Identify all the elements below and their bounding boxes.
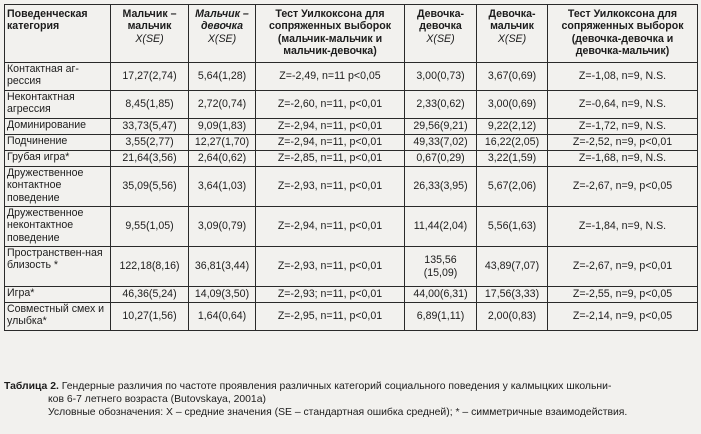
wilcoxon-girls-cell: Z=-1,08, n=9, N.S. xyxy=(548,63,698,91)
table-row xyxy=(5,207,698,247)
caption-text-continued: ков 6-7 летнего возраста (Butovskaya, 2001a) xyxy=(48,394,266,405)
girl-boy-cell: 5,67(2,06) xyxy=(477,167,548,207)
girl-girl-cell: 29,56(9,21) xyxy=(405,119,477,135)
girl-girl-cell: 6,89(1,11) xyxy=(405,303,477,331)
boy-girl-cell: 2,72(0,74) xyxy=(189,91,256,119)
category-cell: Доминирование xyxy=(5,119,111,135)
boy-boy-cell: 8,45(1,85) xyxy=(111,91,189,119)
girl-boy-cell: 3,67(0,69) xyxy=(477,63,548,91)
girl-girl-cell: 135,56 (15,09) xyxy=(405,247,477,287)
category-cell: Подчинение xyxy=(5,135,111,151)
category-cell: Неконтактная агрессия xyxy=(5,91,111,119)
girl-boy-cell: 17,56(3,33) xyxy=(477,287,548,303)
header-category: Поведенческая категория xyxy=(5,5,111,63)
wilcoxon-boys-cell: Z=-2,94, n=11, p<0,01 xyxy=(256,119,405,135)
boy-girl-cell: 5,64(1,28) xyxy=(189,63,256,91)
girl-boy-cell: 5,56(1,63) xyxy=(477,207,548,247)
boy-boy-cell: 10,27(1,56) xyxy=(111,303,189,331)
girl-girl-cell: 44,00(6,31) xyxy=(405,287,477,303)
table-row xyxy=(5,63,698,91)
table-row xyxy=(5,119,698,135)
header-wilcoxon-girls: Тест Уилкоксона для сопряженных выборок (девочка-девочка и девочка-мальчик) xyxy=(548,5,698,63)
category-cell: Дружественное неконтактное поведение xyxy=(5,207,111,247)
boy-girl-cell: 3,09(0,79) xyxy=(189,207,256,247)
header-girl-girl: Девочка- девочка X(SE) xyxy=(405,5,477,63)
wilcoxon-boys-cell: Z=-2,93, n=11, p<0,01 xyxy=(256,247,405,287)
table-row xyxy=(5,247,698,287)
header-row xyxy=(5,5,698,63)
table-row xyxy=(5,287,698,303)
wilcoxon-girls-cell: Z=-2,52, n=9, p<0,01 xyxy=(548,135,698,151)
wilcoxon-boys-cell: Z=-2,94, n=11, p<0,01 xyxy=(256,207,405,247)
header-girl-boy: Девочка- мальчик X(SE) xyxy=(477,5,548,63)
wilcoxon-girls-cell: Z=-1,68, n=9, N.S. xyxy=(548,151,698,167)
wilcoxon-boys-cell: Z=-2,49, n=11 p<0,05 xyxy=(256,63,405,91)
wilcoxon-boys-cell: Z=-2,85, n=11, p<0,01 xyxy=(256,151,405,167)
boy-boy-cell: 122,18(8,16) xyxy=(111,247,189,287)
wilcoxon-girls-cell: Z=-1,84, n=9, N.S. xyxy=(548,207,698,247)
boy-boy-cell: 46,36(5,24) xyxy=(111,287,189,303)
girl-girl-cell: 2,33(0,62) xyxy=(405,91,477,119)
caption-text: Гендерные различия по частоте проявления различных категорий социального поведения у калмыцких школьни- xyxy=(61,381,612,392)
boy-girl-cell: 9,09(1,83) xyxy=(189,119,256,135)
category-cell: Игра* xyxy=(5,287,111,303)
girl-girl-cell: 3,00(0,73) xyxy=(405,63,477,91)
boy-girl-cell: 36,81(3,44) xyxy=(189,247,256,287)
girl-girl-cell: 0,67(0,29) xyxy=(405,151,477,167)
category-cell: Грубая игра* xyxy=(5,151,111,167)
header-boy-girl: Мальчик – девочка X(SE) xyxy=(189,5,256,63)
caption-label: Таблица 2. xyxy=(4,381,59,392)
girl-girl-cell: 49,33(7,02) xyxy=(405,135,477,151)
wilcoxon-girls-cell: Z=-2,67, n=9, p<0,01 xyxy=(548,247,698,287)
behavior-table xyxy=(4,4,698,331)
wilcoxon-boys-cell: Z=-2,94, n=11, p<0,01 xyxy=(256,135,405,151)
boy-girl-cell: 12,27(1,70) xyxy=(189,135,256,151)
wilcoxon-girls-cell: Z=-1,72, n=9, N.S. xyxy=(548,119,698,135)
wilcoxon-girls-cell: Z=-2,14, n=9, p<0,05 xyxy=(548,303,698,331)
girl-boy-cell: 3,00(0,69) xyxy=(477,91,548,119)
category-cell: Совместный смех и улыбка* xyxy=(5,303,111,331)
wilcoxon-girls-cell: Z=-0,64, n=9, N.S. xyxy=(548,91,698,119)
girl-boy-cell: 9,22(2,12) xyxy=(477,119,548,135)
boy-girl-cell: 1,64(0,64) xyxy=(189,303,256,331)
girl-girl-cell: 11,44(2,04) xyxy=(405,207,477,247)
header-wilcoxon-boys: Тест Уилкоксона для сопряженных выборок (мальчик-мальчик и мальчик-девочка) xyxy=(256,5,405,63)
wilcoxon-girls-cell: Z=-2,55, n=9, p<0,05 xyxy=(548,287,698,303)
wilcoxon-boys-cell: Z=-2,95, n=11, p<0,01 xyxy=(256,303,405,331)
table-row xyxy=(5,135,698,151)
girl-girl-cell: 26,33(3,95) xyxy=(405,167,477,207)
header-boy-boy: Мальчик – мальчик X(SE) xyxy=(111,5,189,63)
boy-girl-cell: 3,64(1,03) xyxy=(189,167,256,207)
table-row xyxy=(5,91,698,119)
caption-legend: Условные обозначения: X – средние значения (SE – стандартная ошибка средней); * – симметричные взаимодействия. xyxy=(48,407,628,418)
table-row xyxy=(5,303,698,331)
category-cell: Дружественное контактное поведение xyxy=(5,167,111,207)
wilcoxon-boys-cell: Z=-2,60, n=11, p<0,01 xyxy=(256,91,405,119)
wilcoxon-boys-cell: Z=-2,93; n=11, p<0,01 xyxy=(256,287,405,303)
girl-boy-cell: 16,22(2,05) xyxy=(477,135,548,151)
girl-boy-cell: 43,89(7,07) xyxy=(477,247,548,287)
wilcoxon-boys-cell: Z=-2,93, n=11, p<0,01 xyxy=(256,167,405,207)
boy-boy-cell: 3,55(2,77) xyxy=(111,135,189,151)
category-cell: Пространствен-ная близость * xyxy=(5,247,111,287)
boy-boy-cell: 33,73(5,47) xyxy=(111,119,189,135)
table-row xyxy=(5,167,698,207)
boy-boy-cell: 9,55(1,05) xyxy=(111,207,189,247)
boy-boy-cell: 21,64(3,56) xyxy=(111,151,189,167)
boy-girl-cell: 2,64(0,62) xyxy=(189,151,256,167)
boy-girl-cell: 14,09(3,50) xyxy=(189,287,256,303)
girl-boy-cell: 3,22(1,59) xyxy=(477,151,548,167)
wilcoxon-girls-cell: Z=-2,67, n=9, p<0,05 xyxy=(548,167,698,207)
boy-boy-cell: 35,09(5,56) xyxy=(111,167,189,207)
girl-boy-cell: 2,00(0,83) xyxy=(477,303,548,331)
category-cell: Контактная аг-рессия xyxy=(5,63,111,91)
table-caption xyxy=(4,380,694,419)
table-row xyxy=(5,151,698,167)
boy-boy-cell: 17,27(2,74) xyxy=(111,63,189,91)
